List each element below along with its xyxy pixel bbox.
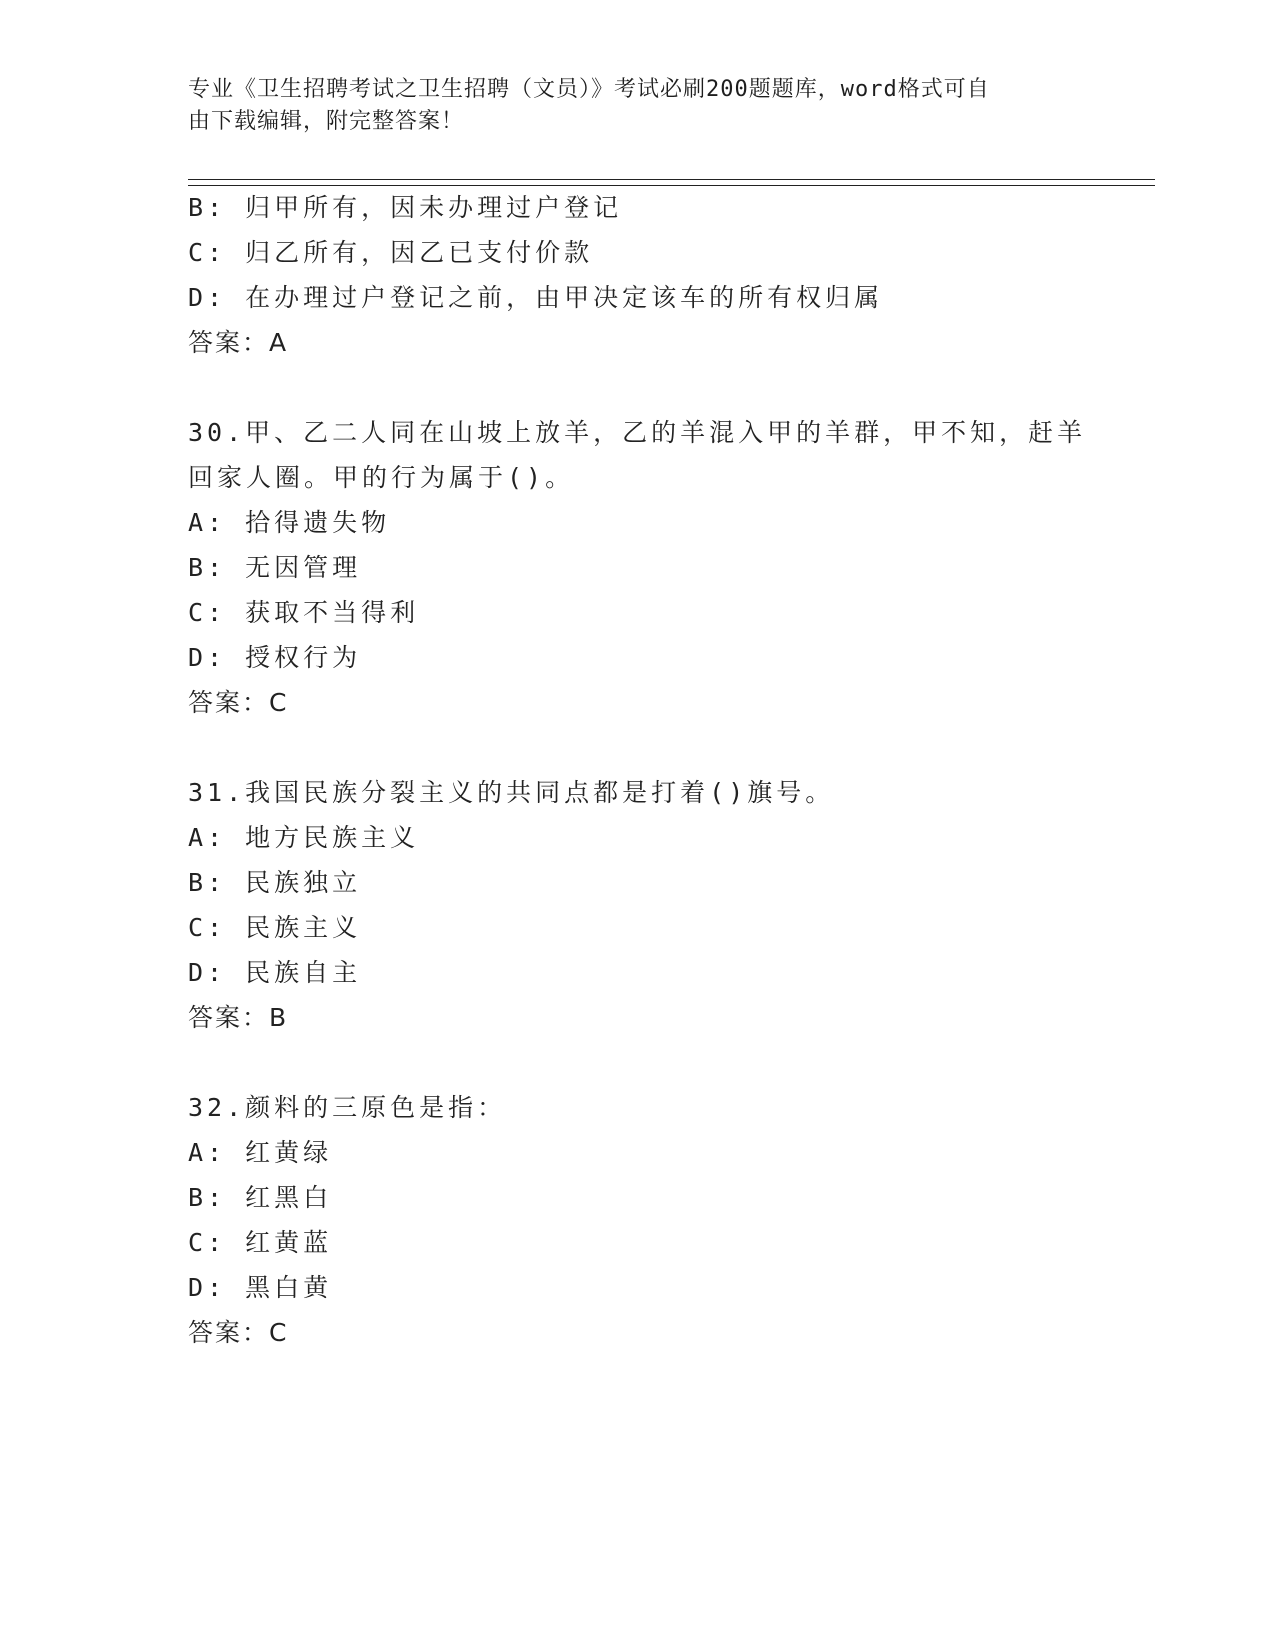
q32-answer: 答案：C [188, 1318, 289, 1347]
q31-option-b: B: 民族独立 [188, 868, 362, 897]
q31-option-d: D: 民族自主 [188, 958, 362, 987]
document-header [188, 74, 1068, 138]
header-line-1: 专业《卫生招聘考试之卫生招聘（文员）》考试必刷200题题库，word格式可自 [188, 77, 990, 102]
q30-option-a: A: 拾得遗失物 [188, 508, 391, 537]
q30-answer: 答案：C [188, 688, 289, 717]
q30-option-b: B: 无因管理 [188, 553, 362, 582]
q30-option-c: C: 获取不当得利 [188, 598, 420, 627]
q32-stem: 32.颜料的三原色是指： [188, 1093, 507, 1122]
prev-option-b: B: 归甲所有，因未办理过户登记 [188, 193, 623, 222]
q32-option-a: A: 红黄绿 [188, 1138, 333, 1167]
prev-option-c: C: 归乙所有，因乙已支付价款 [188, 238, 594, 267]
q32-option-c: C: 红黄蓝 [188, 1228, 333, 1257]
q31-answer: 答案：B [188, 1003, 289, 1032]
prev-answer: 答案：A [188, 328, 289, 357]
q30-stem-line-1: 30.甲、乙二人同在山坡上放羊，乙的羊混入甲的羊群，甲不知，赶羊 [188, 418, 1087, 447]
q31-stem: 31.我国民族分裂主义的共同点都是打着()旗号。 [188, 778, 835, 807]
header-line-2: 由下载编辑，附完整答案！ [188, 109, 465, 134]
header-divider [188, 179, 1155, 186]
q32-option-b: B: 红黑白 [188, 1183, 333, 1212]
q30-option-d: D: 授权行为 [188, 643, 362, 672]
q30-stem-line-2: 回家人圈。甲的行为属于()。 [188, 463, 575, 492]
q31-option-c: C: 民族主义 [188, 913, 362, 942]
q31-option-a: A: 地方民族主义 [188, 823, 420, 852]
q32-option-d: D: 黑白黄 [188, 1273, 333, 1302]
prev-option-d: D: 在办理过户登记之前，由甲决定该车的所有权归属 [188, 283, 884, 312]
